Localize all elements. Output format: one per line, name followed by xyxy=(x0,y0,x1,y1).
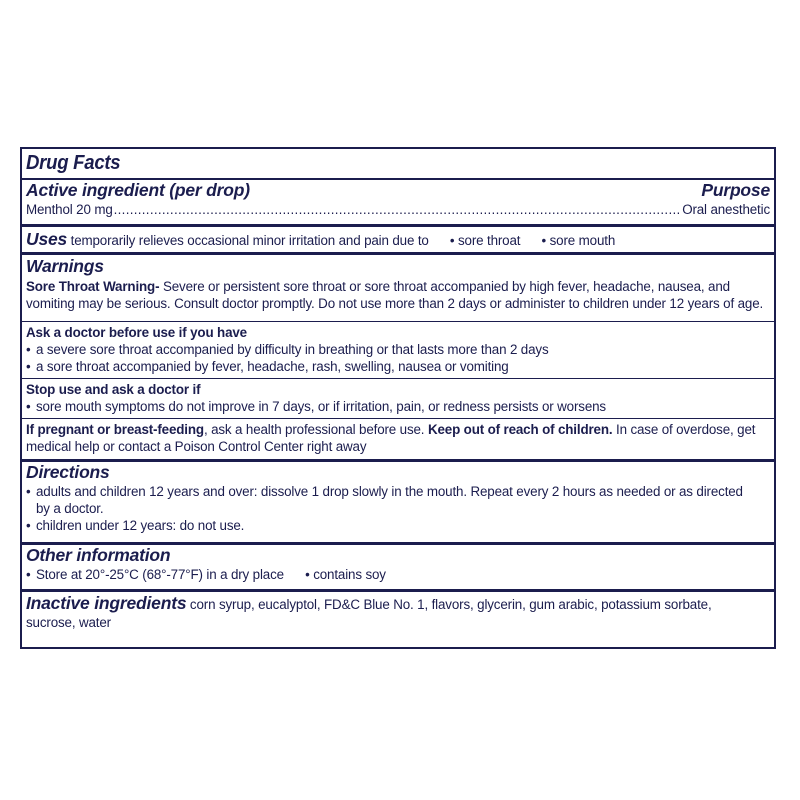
pregnancy-text: If pregnant or breast-feeding, ask a health professional before use. Keep out of reach of children. In case of overdose, get xyxy=(26,422,756,437)
panel-title: Drug Facts xyxy=(26,152,121,174)
warnings-section xyxy=(22,252,774,321)
stop-use-section xyxy=(22,378,774,418)
pregnancy-label: If pregnant or breast-feeding xyxy=(26,422,204,437)
directions-section xyxy=(22,459,774,542)
stop-use-item: • sore mouth symptoms do not improve in 7 days, or if irritation, pain, or redness persists or worsens xyxy=(26,399,606,414)
stop-use-heading: Stop use and ask a doctor if xyxy=(26,382,201,397)
ask-doctor-section xyxy=(22,321,774,378)
directions-item: • adults and children 12 years and over: dissolve 1 drop slowly in the mouth. Repeat every 2 hours as needed or as directed xyxy=(26,484,743,499)
inactive-heading: Inactive ingredients xyxy=(26,593,187,613)
warnings-heading: Warnings xyxy=(26,256,104,276)
pregnancy-section xyxy=(22,418,774,459)
uses-heading: Uses xyxy=(26,229,68,249)
inactive-text: corn syrup, eucalyptol, FD&C Blue No. 1, flavors, glycerin, gum arabic, potassium sorbate, xyxy=(186,597,712,612)
active-ingredient-name: Menthol 20 mg xyxy=(26,202,113,217)
uses-section xyxy=(22,224,774,252)
ask-doctor-item: • a severe sore throat accompanied by difficulty in breathing or that lasts more than 2 days xyxy=(26,342,549,357)
sore-throat-warning-cont: vomiting may be serious. Consult doctor promptly. Do not use more than 2 days or administer to children under 12 years of age. xyxy=(26,296,764,311)
other-info-item: • Store at 20°-25°C (68°-77°F) in a dry place xyxy=(26,567,284,582)
inactive-section xyxy=(22,589,774,632)
active-ingredient-purpose: Oral anesthetic xyxy=(682,202,770,217)
other-info-item: • contains soy xyxy=(305,567,386,582)
other-info-section xyxy=(22,542,774,589)
uses-item: • sore mouth xyxy=(541,233,616,248)
active-ingredient-section xyxy=(22,178,774,224)
ask-doctor-heading: Ask a doctor before use if you have xyxy=(26,325,247,340)
keep-out-label: Keep out of reach of children. xyxy=(427,422,613,437)
uses-text: temporarily relieves occasional minor irritation and pain due to xyxy=(70,233,429,248)
ask-doctor-item: • a sore throat accompanied by fever, headache, rash, swelling, nausea or vomiting xyxy=(26,359,509,374)
leader-dots xyxy=(114,201,682,218)
directions-item: • children under 12 years: do not use. xyxy=(26,518,245,533)
drug-facts-panel xyxy=(20,147,776,649)
directions-heading: Directions xyxy=(26,462,110,482)
title-section xyxy=(26,149,770,178)
sore-throat-warning: Sore Throat Warning- Severe or persistent sore throat or sore throat accompanied by high fever, headache, nausea, and xyxy=(26,279,730,294)
purpose-heading: Purpose xyxy=(701,180,770,200)
directions-item-cont: by a doctor. xyxy=(36,501,104,516)
other-info-heading: Other information xyxy=(26,545,171,565)
inactive-text-cont: sucrose, water xyxy=(26,615,111,630)
uses-item: • sore throat xyxy=(449,233,521,248)
active-ingredient-heading: Active ingredient (per drop) xyxy=(26,180,250,200)
overdose-text: medical help or contact a Poison Control Center right away xyxy=(26,439,367,454)
sore-throat-warning-label: Sore Throat Warning- xyxy=(26,279,160,294)
